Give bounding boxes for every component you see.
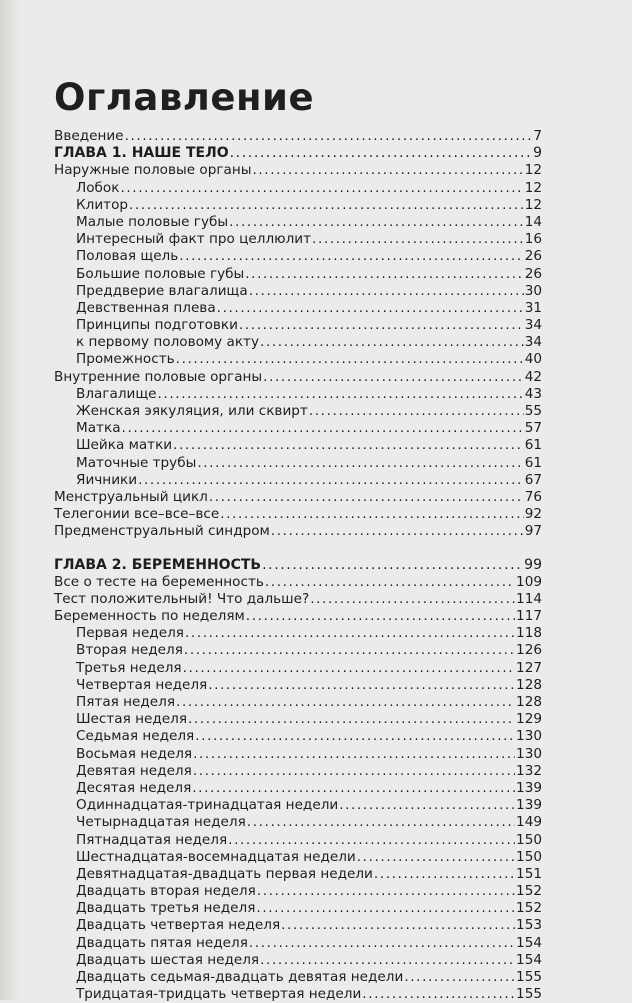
toc-entry: [54, 780, 542, 797]
toc-page-number: 128: [516, 676, 542, 693]
toc-page-number: 152: [516, 900, 542, 917]
toc-entry: [54, 334, 542, 351]
toc-leader-dots: [252, 162, 523, 179]
toc-entry-label: Двадцать пятая неделя: [76, 934, 248, 951]
toc-page-number: 150: [516, 831, 542, 848]
toc-page-number: 57: [524, 420, 542, 437]
toc-entry: [54, 763, 542, 780]
toc-entry: [54, 128, 542, 145]
toc-leader-dots: [184, 642, 515, 659]
toc-page-number: 12: [524, 162, 542, 179]
toc-leader-dots: [262, 557, 523, 574]
toc-page-number: 153: [516, 917, 542, 934]
toc-leader-dots: [129, 197, 524, 214]
page-title: Оглавление: [54, 76, 315, 119]
toc-entry-label: Двадцать шестая неделя: [76, 951, 260, 968]
toc-entry: [54, 917, 542, 934]
toc-entry-label: Двадцать седьмая-двадцать девятая недели: [76, 969, 404, 985]
toc-page-number: 7: [533, 128, 542, 144]
toc-entry: [54, 506, 542, 523]
toc-leader-dots: [229, 214, 524, 231]
toc-leader-dots: [271, 523, 524, 540]
toc-page-number: 61: [524, 454, 542, 471]
toc-leader-dots: [208, 677, 515, 694]
toc-entry-label: Девятая неделя: [76, 762, 192, 779]
toc-entry-label: Шестая неделя: [76, 711, 188, 728]
toc-entry-label: Менструальный цикл: [54, 488, 208, 505]
toc-entry: [54, 969, 542, 986]
toc-entry-label: Двадцать вторая неделя: [76, 883, 256, 900]
toc-leader-dots: [309, 403, 524, 420]
toc-entry-label: Женская эякуляция, или сквирт: [76, 403, 308, 419]
toc-chapter-entry: [54, 557, 542, 574]
toc-entry-label: Тридцатая-тридцать четвертая недели: [76, 986, 362, 1003]
toc-entry-label: Клитор: [76, 196, 129, 213]
toc-entry: [54, 746, 542, 763]
toc-entry-label: Одиннадцатая-тринадцатая недели: [76, 797, 339, 814]
toc-entry-label: Яичники: [76, 471, 138, 488]
toc-entry-label: Лобок: [76, 179, 120, 196]
toc-page-number: 129: [516, 711, 542, 728]
toc-leader-dots: [281, 917, 515, 934]
toc-page-number: 16: [524, 231, 542, 248]
toc-page-number: 130: [516, 745, 542, 762]
toc-entry-label: ГЛАВА 1. НАШЕ ТЕЛО: [54, 145, 229, 162]
toc-page-number: 139: [516, 797, 542, 814]
toc-page-number: 67: [524, 471, 542, 488]
toc-entry-label: Принципы подготовки: [76, 317, 238, 334]
toc-entry-label: Девятнадцатая-двадцать первая недели: [76, 865, 373, 882]
toc-entry: [54, 317, 542, 334]
toc-entry: [54, 248, 542, 265]
toc-page-number: 31: [524, 299, 542, 316]
toc-entry-label: Телегонии все–все–все: [54, 506, 220, 523]
toc-entry: [54, 849, 542, 866]
toc-leader-dots: [179, 248, 523, 265]
toc-leader-dots: [257, 883, 515, 900]
toc-leader-dots: [239, 317, 524, 334]
toc-entry: [54, 386, 542, 403]
toc-entry-label: Двадцать четвертая неделя: [76, 917, 281, 934]
toc-entry-label: Седьмая неделя: [76, 728, 195, 745]
toc-page-number: 9: [533, 145, 542, 162]
toc-entry: [54, 642, 542, 659]
toc-entry: [54, 711, 542, 728]
toc-entry-label: Интересный факт про целлюлит: [76, 231, 312, 248]
toc-entry-label: Внутренние половые органы: [54, 368, 263, 385]
toc-entry-label: Тест положительный! Что дальше?: [54, 590, 310, 607]
toc-entry-label: Влагалище: [76, 385, 157, 402]
toc-leader-dots: [220, 506, 523, 523]
toc-leader-dots: [260, 334, 524, 351]
toc-entry: [54, 472, 542, 489]
toc-entry: [54, 814, 542, 831]
toc-entry: [54, 369, 542, 386]
toc-leader-dots: [246, 608, 515, 625]
toc-entry: [54, 300, 542, 317]
toc-page-number: 92: [524, 506, 542, 523]
toc-entry: [54, 214, 542, 231]
toc-page-number: 43: [524, 385, 542, 402]
toc-leader-dots: [362, 986, 515, 1003]
toc-leader-dots: [122, 420, 524, 437]
toc-entry: [54, 935, 542, 952]
toc-page-number: 149: [516, 814, 542, 831]
toc-entry: [54, 625, 542, 642]
toc-leader-dots: [197, 455, 523, 472]
toc-page-number: 155: [516, 969, 542, 985]
toc-entry-label: Предменструальный синдром: [54, 523, 270, 540]
toc-page-number: 12: [524, 179, 542, 196]
toc-page-number: 155: [516, 986, 542, 1003]
toc-page-number: 34: [524, 334, 542, 351]
toc-page-number: 40: [524, 351, 542, 368]
toc-entry: [54, 986, 542, 1003]
toc-leader-dots: [256, 900, 515, 917]
toc-entry: [54, 420, 542, 437]
toc-page-number: 151: [516, 865, 542, 882]
toc-entry: [54, 403, 542, 420]
toc-entry-label: Пятнадцатая неделя: [76, 831, 228, 848]
toc-entry: [54, 883, 542, 900]
toc-leader-dots: [339, 797, 515, 814]
toc-entry: [54, 728, 542, 745]
toc-leader-dots: [357, 849, 515, 866]
toc-page-number: 109: [516, 573, 542, 590]
toc-page-number: 132: [516, 762, 542, 779]
toc-entry-label: Половая щель: [76, 248, 179, 265]
toc-entry-label: Девственная плева: [76, 299, 216, 316]
toc-page-number: 30: [524, 282, 542, 299]
toc-entry: [54, 952, 542, 969]
toc-entry-label: ГЛАВА 2. БЕРЕМЕННОСТЬ: [54, 556, 262, 573]
toc-entry: [54, 832, 542, 849]
toc-page-number: 26: [524, 265, 542, 282]
toc-leader-dots: [245, 266, 523, 283]
toc-leader-dots: [158, 386, 524, 403]
toc-leader-dots: [374, 866, 515, 883]
toc-entry-label: Преддверие влагалища: [76, 282, 248, 299]
toc-entry: [54, 694, 542, 711]
toc-entry-label: Восьмая неделя: [76, 745, 193, 762]
toc-page-number: 42: [524, 368, 542, 385]
toc-leader-dots: [228, 832, 515, 849]
toc-page-number: 126: [516, 642, 542, 659]
toc-page-number: 14: [524, 213, 542, 230]
page-spine-shadow: [0, 0, 20, 1000]
toc-leader-dots: [193, 746, 515, 763]
toc-entry-label: Малые половые губы: [76, 213, 229, 230]
toc-entry-label: Четвертая неделя: [76, 676, 208, 693]
toc-entry: [54, 591, 542, 608]
toc-leader-dots: [260, 952, 515, 969]
toc-entry: [54, 455, 542, 472]
toc-entry-label: Введение: [54, 128, 124, 144]
toc-entry: [54, 866, 542, 883]
toc-page-number: 12: [524, 196, 542, 213]
toc-leader-dots: [176, 694, 515, 711]
toc-entry-label: Десятая неделя: [76, 779, 192, 796]
toc-entry: [54, 162, 542, 179]
toc-leader-dots: [183, 660, 515, 677]
toc-entry-label: Двадцать третья неделя: [76, 900, 256, 917]
toc-leader-dots: [193, 763, 515, 780]
toc-page-number: 150: [516, 848, 542, 865]
toc-entry: [54, 283, 542, 300]
toc-page-number: 61: [524, 437, 542, 454]
toc-entry: [54, 523, 542, 540]
toc-leader-dots: [195, 728, 515, 745]
toc-entry: [54, 231, 542, 248]
toc-leader-dots: [312, 231, 524, 248]
toc-entry: [54, 197, 542, 214]
toc-entry-label: Наружные половые органы: [54, 162, 252, 179]
toc-page-number: 76: [524, 488, 542, 505]
toc-leader-dots: [192, 780, 515, 797]
toc-entry: [54, 351, 542, 368]
toc-page-number: 117: [516, 608, 542, 625]
toc-entry-label: Третья неделя: [76, 659, 182, 676]
toc-entry-label: Матка: [76, 420, 121, 437]
table-of-contents: [54, 128, 542, 1003]
toc-page-number: 128: [516, 694, 542, 710]
toc-entry-label: Беременность по неделям: [54, 608, 245, 625]
toc-leader-dots: [404, 969, 515, 986]
toc-entry-label: Промежность: [76, 351, 175, 368]
toc-page-number: 152: [516, 883, 542, 900]
toc-page-number: 154: [516, 951, 542, 968]
toc-leader-dots: [230, 145, 532, 162]
toc-leader-dots: [138, 472, 524, 489]
toc-entry-label: Шейка матки: [76, 437, 173, 454]
toc-entry-label: Четырнадцатая неделя: [76, 814, 246, 831]
toc-page-number: 26: [524, 248, 542, 265]
toc-entry-label: Все о тесте на беременность: [54, 573, 264, 590]
toc-entry: [54, 797, 542, 814]
toc-entry-label: к первому половому акту: [76, 334, 260, 351]
toc-page-number: 114: [516, 590, 542, 607]
toc-entry: [54, 437, 542, 454]
toc-leader-dots: [247, 814, 515, 831]
toc-leader-dots: [176, 351, 524, 368]
toc-entry-label: Первая неделя: [76, 625, 184, 642]
toc-page-number: 154: [516, 934, 542, 951]
toc-leader-dots: [310, 591, 515, 608]
toc-entry-label: Пятая неделя: [76, 694, 176, 710]
toc-entry-label: Шестнадцатая-восемнадцатая недели: [76, 848, 356, 865]
toc-leader-dots: [125, 128, 533, 145]
toc-leader-dots: [188, 711, 515, 728]
toc-entry: [54, 900, 542, 917]
toc-entry: [54, 180, 542, 197]
toc-page-number: 34: [524, 317, 542, 334]
toc-entry: [54, 677, 542, 694]
toc-page-number: 118: [516, 625, 542, 642]
toc-entry-label: Маточные трубы: [76, 454, 197, 471]
toc-leader-dots: [209, 489, 524, 506]
toc-entry: [54, 574, 542, 591]
toc-leader-dots: [249, 935, 515, 952]
toc-page-number: 55: [524, 403, 542, 419]
toc-page-number: 97: [524, 523, 542, 540]
toc-entry-label: Вторая неделя: [76, 642, 183, 659]
toc-leader-dots: [217, 300, 524, 317]
toc-leader-dots: [263, 369, 524, 386]
toc-entry-label: Большие половые губы: [76, 265, 245, 282]
toc-page-number: 99: [524, 556, 542, 573]
toc-page-number: 139: [516, 779, 542, 796]
toc-leader-dots: [185, 625, 515, 642]
toc-page-number: 130: [516, 728, 542, 745]
toc-entry: [54, 266, 542, 283]
toc-leader-dots: [120, 180, 523, 197]
toc-leader-dots: [265, 574, 515, 591]
toc-entry: [54, 489, 542, 506]
toc-entry: [54, 660, 542, 677]
toc-entry: [54, 608, 542, 625]
toc-leader-dots: [173, 437, 524, 454]
toc-chapter-entry: [54, 145, 542, 162]
toc-page-number: 127: [516, 659, 542, 676]
toc-leader-dots: [249, 283, 524, 300]
